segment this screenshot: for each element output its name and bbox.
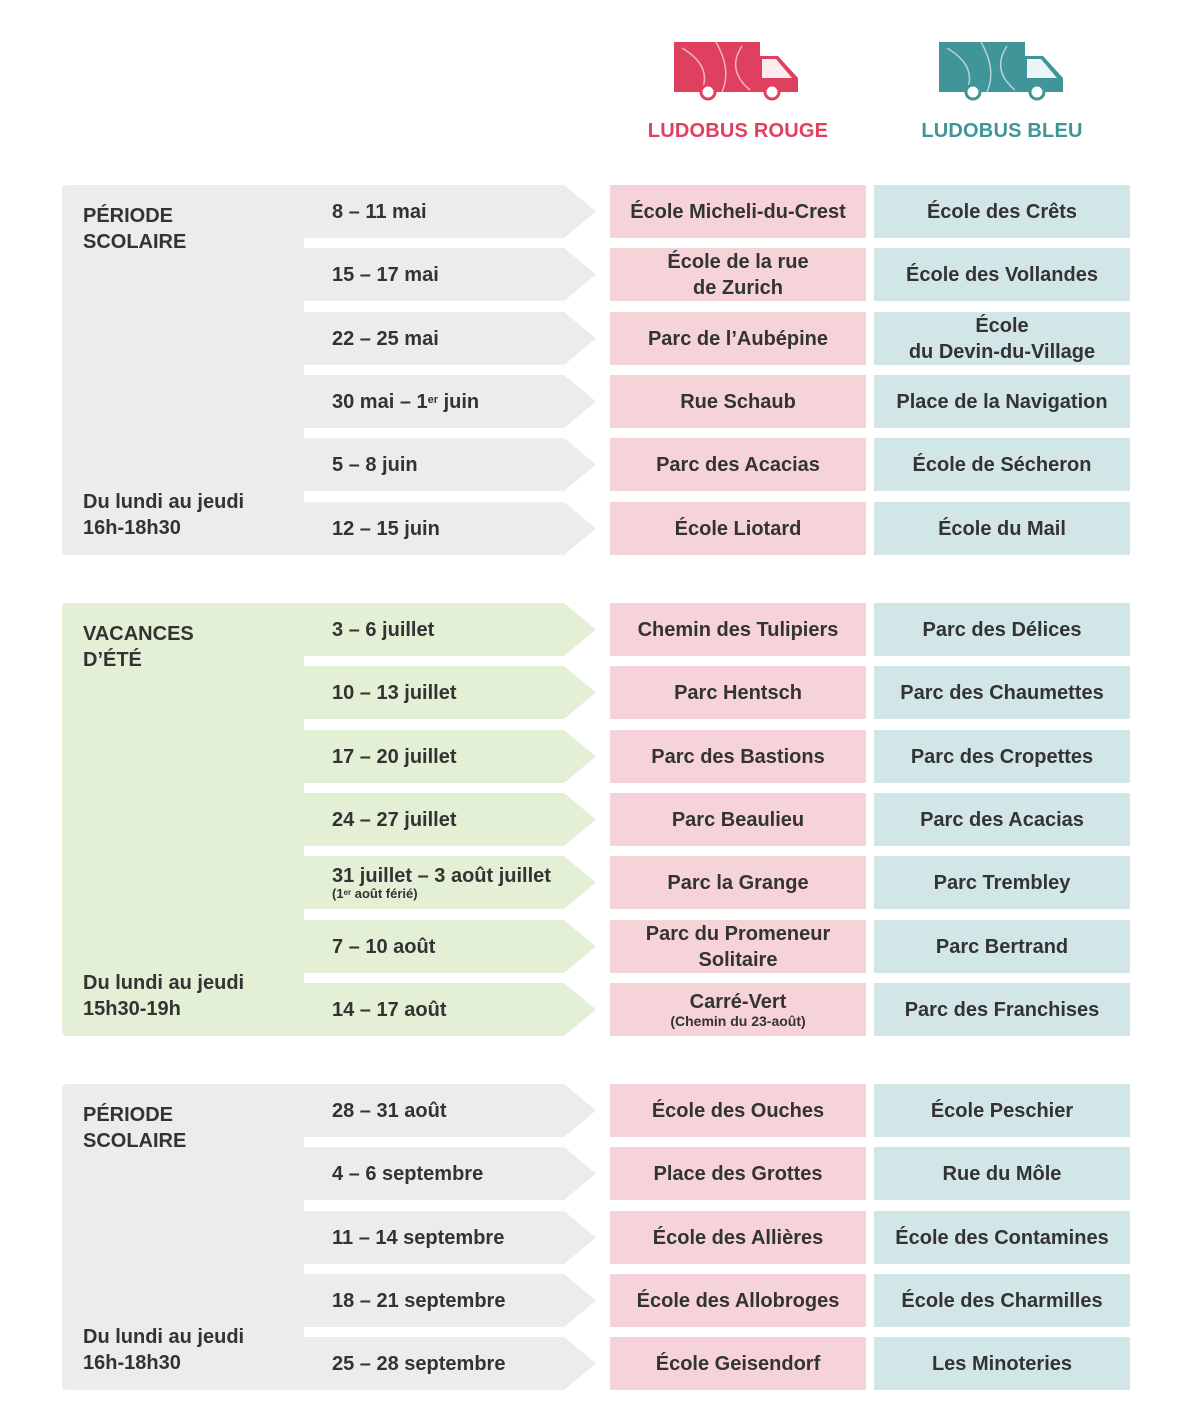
date-range <box>332 1211 594 1264</box>
date-label: 30 mai – 1 <box>332 390 428 413</box>
ludobus-rouge-location <box>610 185 866 238</box>
location-label: Parc Beaulieu <box>671 808 805 831</box>
date-text <box>332 1290 594 1312</box>
date-label: 4 – 6 septembre <box>332 1162 484 1185</box>
date-label: 28 – 31 août <box>332 1099 447 1122</box>
date-text <box>332 328 594 350</box>
ludobus-rouge-location <box>610 793 866 846</box>
schedule-row <box>62 185 1130 238</box>
location-label: Parc Trembley <box>933 871 1071 894</box>
date-range <box>332 666 594 719</box>
date-label-suffix: juin <box>438 390 480 413</box>
date-text <box>332 1353 594 1375</box>
date-text <box>332 1163 594 1185</box>
ludobus-bleu-location <box>874 1211 1130 1264</box>
ludobus-bleu-location <box>874 793 1130 846</box>
location-label: Parc des Cropettes <box>910 745 1094 768</box>
ludobus-bleu-location <box>874 438 1130 491</box>
location-label: Rue du Môle <box>942 1162 1062 1185</box>
date-text <box>332 201 594 223</box>
location-label: Place de la Navigation <box>896 390 1108 413</box>
ludobus-rouge-location <box>610 375 866 428</box>
ludobus-bleu-location <box>874 185 1130 238</box>
date-range <box>332 793 594 846</box>
date-label: 3 – 6 juillet <box>332 618 435 641</box>
schedule-row <box>62 312 1130 365</box>
date-note-part: er <box>343 887 352 897</box>
location-label: Place des Grottes <box>653 1162 823 1185</box>
date-range <box>332 983 594 1036</box>
date-text <box>332 1227 594 1249</box>
date-text <box>332 454 594 476</box>
period-title: VACANCES D’ÉTÉ <box>83 623 194 671</box>
date-note <box>332 887 594 901</box>
ludobus-bleu-location <box>874 1337 1130 1390</box>
date-label: 18 – 21 septembre <box>332 1289 506 1312</box>
date-label: 11 – 14 septembre <box>332 1226 505 1249</box>
ludobus-bleu-location <box>874 856 1130 909</box>
period-section <box>62 1084 1130 1390</box>
location-label: Parc des Chaumettes <box>900 681 1104 704</box>
ludobus-bleu-bus-icon <box>937 40 1067 102</box>
date-note-part: août férié) <box>351 885 418 901</box>
location-label: École du Devin-du-Village <box>908 314 1096 363</box>
location-label: École des Vollandes <box>906 263 1098 286</box>
date-range <box>332 1084 594 1137</box>
period-section <box>62 185 1130 555</box>
schedule-row <box>62 375 1130 428</box>
location-label: École de Sécheron <box>912 453 1092 476</box>
date-range <box>332 1337 594 1390</box>
schedule-row <box>62 1337 1130 1390</box>
schedule-row <box>62 793 1130 846</box>
date-range <box>332 920 594 973</box>
location-sublabel: (Chemin du 23-août) <box>670 1012 806 1029</box>
location-label: École des Crêts <box>926 200 1078 223</box>
date-text <box>332 999 594 1021</box>
ludobus-rouge-location <box>610 1337 866 1390</box>
date-range <box>332 856 594 909</box>
date-label: 5 – 8 juin <box>332 453 418 476</box>
ludobus-bleu-location <box>874 502 1130 555</box>
schedule-row <box>62 438 1130 491</box>
ludobus-rouge-label: LUDOBUS ROUGE <box>647 120 829 142</box>
location-label: École des Contamines <box>895 1226 1109 1249</box>
location-label: Parc des Acacias <box>656 453 820 476</box>
schedule-row <box>62 1211 1130 1264</box>
date-range <box>332 375 594 428</box>
date-text <box>332 518 594 540</box>
date-label: 17 – 20 juillet <box>332 745 457 768</box>
date-superscript: er <box>427 393 439 406</box>
date-text <box>332 391 594 413</box>
ludobus-rouge-location <box>610 856 866 909</box>
location-label: École Liotard <box>674 517 802 540</box>
ludobus-rouge-location <box>610 1274 866 1327</box>
date-text <box>332 865 594 887</box>
period-title: PÉRIODE SCOLAIRE <box>83 205 187 253</box>
location-label: Rue Schaub <box>680 390 796 413</box>
date-label: 22 – 25 mai <box>332 327 439 350</box>
date-range <box>332 1147 594 1200</box>
schedule-row <box>62 666 1130 719</box>
ludobus-rouge-location <box>610 502 866 555</box>
ludobus-bleu-location <box>874 1147 1130 1200</box>
ludobus-bleu-location <box>874 312 1130 365</box>
date-text <box>332 1100 594 1122</box>
ludobus-rouge-location <box>610 1084 866 1137</box>
schedule-row <box>62 730 1130 783</box>
location-label: Parc Hentsch <box>674 681 802 704</box>
date-text <box>332 619 594 641</box>
date-text <box>332 264 594 286</box>
schedule-row <box>62 1147 1130 1200</box>
date-range <box>332 312 594 365</box>
date-label: 31 juillet – 3 août juillet <box>332 864 551 887</box>
date-range <box>332 502 594 555</box>
date-range <box>332 438 594 491</box>
date-text <box>332 936 594 958</box>
schedule-row <box>62 248 1130 301</box>
ludobus-bleu-label: LUDOBUS BLEU <box>921 120 1083 142</box>
ludobus-rouge-location <box>610 438 866 491</box>
period-hours: Du lundi au jeudi 16h-18h30 <box>83 1326 245 1374</box>
location-label: Chemin des Tulipiers <box>637 618 839 641</box>
location-label: École Micheli-du-Crest <box>630 200 846 223</box>
location-label: Parc des Acacias <box>920 808 1084 831</box>
ludobus-rouge-location <box>610 920 866 973</box>
date-label: 24 – 27 juillet <box>332 808 457 831</box>
ludobus-bleu-location <box>874 730 1130 783</box>
schedule-row <box>62 920 1130 973</box>
ludobus-bleu-location <box>874 1084 1130 1137</box>
period-hours: Du lundi au jeudi 16h-18h30 <box>83 491 245 539</box>
schedule-row <box>62 1084 1130 1137</box>
ludobus-rouge-location <box>610 312 866 365</box>
date-note-part: (1 <box>332 885 344 901</box>
location-label: Parc Bertrand <box>935 935 1069 958</box>
ludobus-rouge-location <box>610 603 866 656</box>
ludobus-rouge-location <box>610 666 866 719</box>
schedule-row <box>62 1274 1130 1327</box>
period-title: PÉRIODE SCOLAIRE <box>83 1104 187 1152</box>
schedule-row <box>62 983 1130 1036</box>
date-range <box>332 1274 594 1327</box>
location-label: École des Ouches <box>651 1099 825 1122</box>
ludobus-bleu-location <box>874 375 1130 428</box>
ludobus-rouge-bus-icon <box>672 40 802 102</box>
date-range <box>332 603 594 656</box>
ludobus-bleu-location <box>874 666 1130 719</box>
location-label: École des Charmilles <box>901 1289 1103 1312</box>
ludobus-rouge-location <box>610 983 866 1036</box>
schedule-row <box>62 856 1130 909</box>
schedule-row <box>62 502 1130 555</box>
location-label: École de la rue de Zurich <box>667 250 809 299</box>
date-label: 25 – 28 septembre <box>332 1352 506 1375</box>
location-label: Parc de l’Aubépine <box>647 327 829 350</box>
period-section <box>62 603 1130 1036</box>
ludobus-bleu-location <box>874 983 1130 1036</box>
ludobus-bleu-location <box>874 248 1130 301</box>
date-label: 14 – 17 août <box>332 998 447 1021</box>
date-label: 7 – 10 août <box>332 935 436 958</box>
schedule-row <box>62 603 1130 656</box>
location-label: École des Allières <box>652 1226 824 1249</box>
ludobus-bleu-location <box>874 603 1130 656</box>
date-range <box>332 185 594 238</box>
date-text <box>332 809 594 831</box>
date-range <box>332 730 594 783</box>
ludobus-bleu-location <box>874 920 1130 973</box>
date-range <box>332 248 594 301</box>
date-label: 15 – 17 mai <box>332 263 439 286</box>
location-label: Les Minoteries <box>931 1352 1073 1375</box>
location-label: Carré-Vert <box>689 990 787 1013</box>
location-label: École Peschier <box>930 1099 1074 1122</box>
location-label: École du Mail <box>938 517 1066 540</box>
ludobus-rouge-location <box>610 730 866 783</box>
date-label: 12 – 15 juin <box>332 517 440 540</box>
ludobus-rouge-location <box>610 248 866 301</box>
ludobus-bleu-location <box>874 1274 1130 1327</box>
location-label: Parc des Bastions <box>651 745 825 768</box>
period-hours: Du lundi au jeudi 15h30-19h <box>83 972 245 1020</box>
location-label: École Geisendorf <box>655 1352 821 1375</box>
date-label: 8 – 11 mai <box>332 200 427 223</box>
location-label: Parc des Délices <box>922 618 1082 641</box>
date-text <box>332 682 594 704</box>
location-label: Parc la Grange <box>667 871 809 894</box>
location-label: Parc du Promeneur Solitaire <box>645 922 831 971</box>
location-label: École des Allobroges <box>636 1289 840 1312</box>
date-label: 10 – 13 juillet <box>332 681 457 704</box>
ludobus-rouge-location <box>610 1211 866 1264</box>
location-label: Parc des Franchises <box>904 998 1100 1021</box>
ludobus-rouge-location <box>610 1147 866 1200</box>
date-text <box>332 746 594 768</box>
